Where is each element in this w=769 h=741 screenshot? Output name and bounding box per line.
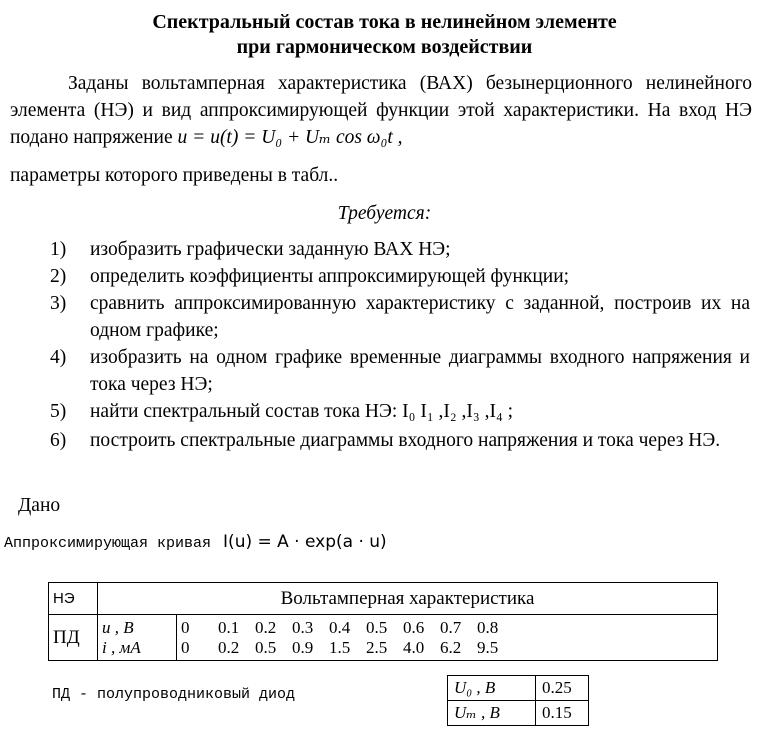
i-value: 0 [181,637,190,657]
u0-label: U₀ , В [448,676,536,701]
vah-header: Вольтамперная характеристика [98,583,718,615]
u0-value: 0.25 [536,676,589,701]
u-value: 0.7 [440,617,462,637]
intro-paragraph [10,70,752,151]
i-value: 0.2 [218,637,240,657]
u-value: 0.8 [477,617,499,637]
vah-table [48,582,718,661]
task-text: сравнить аппроксимированную характеристику с заданной, построив их на одном графике; [90,293,750,341]
task-item-1 [50,236,750,263]
ne-header: НЭ [49,583,98,615]
u-value: 0.6 [403,617,425,637]
required-label: Требуется: [337,203,432,224]
i-value: 9.5 [477,637,499,657]
task-item-6 [50,427,750,454]
um-value: 0.15 [536,701,589,726]
i-value: 1.5 [329,637,351,657]
given-label: Дано [18,495,61,516]
i-label: i , мА [102,637,141,657]
approx-label: Аппроксимирующая кривая [4,535,212,552]
values-spacer [649,615,718,661]
task-text: определить коэффициенты аппроксимирующей функции; [90,266,570,287]
values-cell [177,615,650,661]
intro-formula: u = u(t) = U₀ + Uₘ cos ω₀t , [177,127,403,148]
i-value: 2.5 [366,637,388,657]
u-value: 0.3 [292,617,314,637]
title-line-1: Спектральный состав тока в нелинейном элементе [152,11,617,33]
task-text: изобразить графически заданную ВАХ НЭ; [90,239,451,260]
title-line-2: при гармоническом воздействии [236,36,533,58]
task-number: 2) [50,266,67,287]
task-number: 1) [50,239,67,260]
task-text: построить спектральные диаграммы входного напряжения и тока через НЭ. [90,430,721,451]
task-item-4 [50,344,750,398]
task-item-3 [50,290,750,344]
i-value: 6.2 [440,637,462,657]
task-number: 3) [50,293,67,314]
params-table [447,675,589,726]
i-values-row [181,638,645,658]
task-item-5 [50,398,750,425]
i-value: 4.0 [403,637,425,657]
intro-text: Заданы вольтамперная характеристика (ВАХ) безынерционного нелинейного элемента (НЭ) и вид аппроксимирующей функции этой характеристики. На вход НЭ подано напряжение [10,73,752,148]
approximation-line [4,532,387,552]
task-text: найти спектральный состав тока НЭ: [90,401,398,422]
pd-note: ПД - полупроводниковый диод [52,686,296,703]
task-number: 6) [50,430,67,451]
element-name: ПД [49,615,98,661]
intro-end: параметры которого приведены в табл.. [10,165,339,186]
u-label: u , В [102,617,134,637]
i-value: 0.5 [255,637,277,657]
um-label: Uₘ , В [448,701,536,726]
u-value: 0.1 [218,617,240,637]
task-number: 4) [50,347,67,368]
param-labels [98,615,177,661]
task-number: 5) [50,401,67,422]
approx-formula: I(u) = A · exp(a · u) [223,532,387,552]
u-value: 0.2 [255,617,277,637]
spectral-components: I₀ I₁ ,I₂ ,I₃ ,I₄ ; [402,401,514,422]
u-value: 0 [181,617,190,637]
task-item-2 [50,263,750,290]
u-value: 0.5 [366,617,388,637]
u-value: 0.4 [329,617,351,637]
u-values-row [181,618,645,638]
i-value: 0.9 [292,637,314,657]
task-text: изобразить на одном графике временные диаграммы входного напряжения и тока через НЭ; [90,347,750,395]
